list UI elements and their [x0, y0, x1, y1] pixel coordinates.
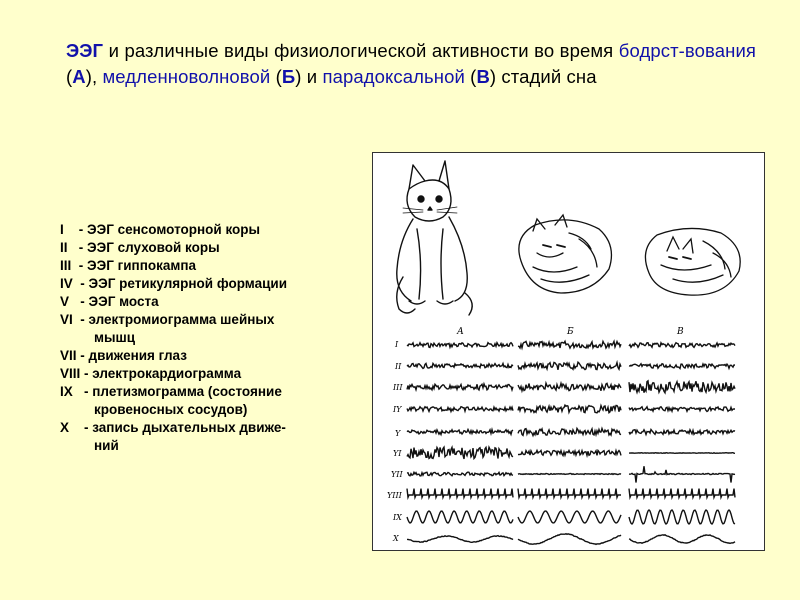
- title-paradoxical: парадоксальной: [322, 66, 465, 87]
- trace-line: [407, 363, 513, 368]
- slide-title: [66, 38, 756, 90]
- trace-line: [518, 511, 621, 523]
- legend-number: VII: [60, 348, 81, 363]
- legend-text: - ЭЭГ ретикулярной формации: [80, 276, 288, 291]
- title-slow-wave: медленноволновой: [102, 66, 271, 87]
- trace-line: [518, 534, 621, 545]
- row-label-2: II: [395, 362, 402, 371]
- trace-line: [518, 428, 621, 435]
- title-text: ) стадий сна: [489, 66, 597, 87]
- figure-drawing: [373, 153, 766, 552]
- legend-item: [60, 347, 360, 365]
- legend-text: - ЭЭГ сенсомоторной коры: [78, 222, 261, 237]
- title-eeg: ЭЭГ: [66, 40, 104, 61]
- trace-line: [518, 405, 621, 413]
- legend-item: [60, 311, 360, 347]
- trace-line: [518, 383, 621, 391]
- trace-line: [629, 364, 735, 369]
- column-label-v: В: [677, 327, 684, 337]
- trace-line: [629, 489, 735, 498]
- sleep-stages-figure: [372, 152, 765, 551]
- legend-number: X: [60, 420, 85, 435]
- legend-number: II: [60, 240, 79, 255]
- trace-line: [518, 451, 621, 456]
- title-wakefulness: бодрст-вования: [618, 40, 756, 61]
- title-label-a: А: [72, 66, 86, 87]
- row-label-8: YIII: [387, 491, 402, 500]
- legend-text: - запись дыхательных движе-: [84, 420, 286, 435]
- trace-line: [407, 430, 513, 435]
- row-label-7: YII: [391, 470, 403, 479]
- trace-line: [629, 407, 735, 412]
- legend-continuation: кровеносных сосудов): [94, 402, 248, 417]
- legend-continuation: ний: [94, 438, 119, 453]
- trace-line: [407, 384, 513, 390]
- trace-line: [629, 535, 735, 544]
- trace-line: [629, 430, 735, 435]
- row-label-1: I: [395, 340, 399, 349]
- row-label-9: IX: [393, 513, 402, 522]
- trace-line: [518, 362, 621, 370]
- physiological-traces: [407, 341, 735, 544]
- row-label-3: III: [393, 383, 403, 392]
- title-label-v: В: [476, 66, 490, 87]
- slow-wave-sleep-cat-illustration: [519, 215, 612, 293]
- legend-number: I: [60, 222, 79, 237]
- legend-text: - ЭЭГ слуховой коры: [78, 240, 220, 255]
- trace-line: [407, 343, 513, 348]
- trace-line: [407, 407, 513, 412]
- trace-line: [407, 536, 513, 543]
- title-label-b: Б: [281, 66, 296, 87]
- trace-line: [407, 511, 513, 523]
- legend-item: [60, 221, 360, 239]
- trace-line: [629, 510, 735, 524]
- paradoxical-sleep-cat-illustration: [645, 228, 740, 295]
- legend-item: [60, 257, 360, 275]
- title-text: (: [464, 66, 477, 87]
- trace-line: [629, 343, 735, 348]
- legend-item: [60, 365, 360, 383]
- trace-line: [407, 472, 513, 476]
- legend-number: VI: [60, 312, 81, 327]
- trace-line: [629, 381, 735, 393]
- trace-line: [407, 447, 513, 459]
- row-label-10: X: [393, 534, 399, 543]
- legend-text: - движения глаз: [80, 348, 187, 363]
- trace-line: [629, 453, 735, 454]
- legend-number: IX: [60, 384, 85, 399]
- legend-number: VIII: [60, 366, 85, 381]
- legend-list: [60, 221, 360, 455]
- legend-text: - ЭЭГ моста: [80, 294, 159, 309]
- trace-line: [518, 474, 621, 475]
- legend-item: [60, 419, 360, 455]
- awake-cat-illustration: [397, 161, 472, 315]
- legend-number: V: [60, 294, 81, 309]
- title-text: (: [66, 66, 73, 87]
- row-label-6: YI: [393, 449, 402, 458]
- legend-item: [60, 293, 360, 311]
- legend-item: [60, 275, 360, 293]
- title-text: ),: [85, 66, 103, 87]
- legend-continuation: мышц: [94, 330, 136, 345]
- legend-number: III: [60, 258, 79, 273]
- legend-text: - электрокардиограмма: [84, 366, 242, 381]
- column-label-b: Б: [567, 327, 574, 337]
- row-label-4: IY: [393, 405, 402, 414]
- title-text: и различные виды физиологической активности во время: [103, 40, 619, 61]
- trace-line: [407, 489, 513, 498]
- trace-line: [629, 466, 735, 482]
- column-label-a: А: [457, 327, 464, 337]
- title-text: ) и: [295, 66, 323, 87]
- trace-line: [518, 341, 621, 348]
- legend-item: [60, 383, 360, 419]
- legend-number: IV: [60, 276, 81, 291]
- legend-text: - плетизмограмма (состояние: [84, 384, 282, 399]
- legend-text: - электромиограмма шейных: [80, 312, 275, 327]
- title-text: (: [270, 66, 282, 87]
- row-label-5: Y: [395, 429, 401, 438]
- trace-line: [518, 489, 621, 498]
- legend-text: - ЭЭГ гиппокампа: [78, 258, 197, 273]
- legend-item: [60, 239, 360, 257]
